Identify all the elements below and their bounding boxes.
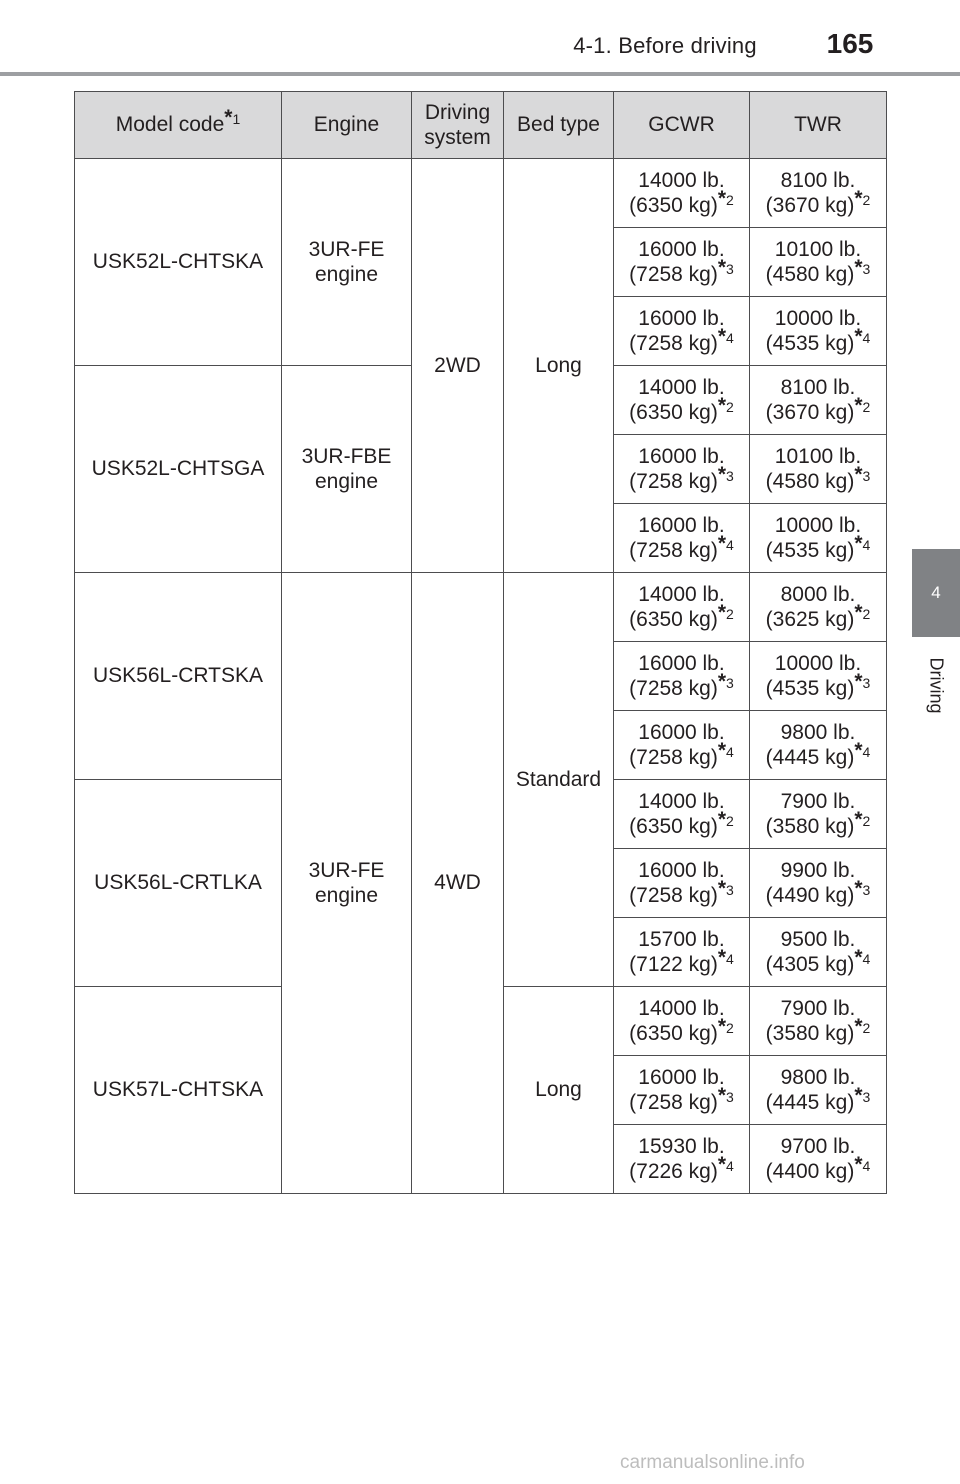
model-code-cell: USK56L-CRTSKA	[75, 573, 282, 780]
model-code-cell: USK57L-CHTSKA	[75, 987, 282, 1194]
chapter-tab[interactable]	[912, 549, 960, 637]
bed-type-cell: Long	[504, 159, 614, 573]
gcwr-cell: 14000 lb. (6350 kg)$^{*2}$	[614, 159, 750, 228]
column-header-bed-type: Bed type	[504, 92, 614, 159]
twr-cell: 9800 lb. (4445 kg)$^{*3}$	[750, 1056, 887, 1125]
footnote-ref: *2	[717, 187, 734, 210]
gcwr-cell: 16000 lb. (7258 kg)$^{*3}$	[614, 1056, 750, 1125]
driving-system-cell: 2WD	[412, 159, 504, 573]
footnote-ref: *4	[854, 532, 871, 555]
footnote-ref: *4	[717, 946, 734, 969]
header-divider	[0, 72, 960, 76]
gcwr-cell: 16000 lb. (7258 kg)$^{*4}$	[614, 297, 750, 366]
footnote-ref: *3	[854, 877, 871, 900]
gcwr-cell: 15700 lb. (7122 kg)$^{*4}$	[614, 918, 750, 987]
column-header-twr: TWR	[750, 92, 887, 159]
footnote-ref: *2	[717, 394, 734, 417]
twr-cell: 8000 lb. (3625 kg)$^{*2}$	[750, 573, 887, 642]
twr-cell: 10100 lb. (4580 kg)$^{*3}$	[750, 228, 887, 297]
bed-type-cell: Long	[504, 987, 614, 1194]
table-row	[75, 573, 887, 642]
twr-cell: 7900 lb. (3580 kg)$^{*2}$	[750, 987, 887, 1056]
gcwr-cell: 14000 lb. (6350 kg)$^{*2}$	[614, 987, 750, 1056]
footnote-ref: *4	[854, 946, 871, 969]
twr-cell: 7900 lb. (3580 kg)$^{*2}$	[750, 780, 887, 849]
gcwr-cell: 16000 lb. (7258 kg)$^{*4}$	[614, 504, 750, 573]
column-header-gcwr: GCWR	[614, 92, 750, 159]
footnote-ref: *2	[717, 1015, 734, 1038]
bed-type-cell: Standard	[504, 573, 614, 987]
chapter-label	[912, 640, 960, 730]
column-header-model-code: Model code$^{*1}$	[75, 92, 282, 159]
footnote-ref: *3	[717, 670, 734, 693]
gcwr-cell: 16000 lb. (7258 kg)$^{*3}$	[614, 435, 750, 504]
gcwr-cell: 15930 lb. (7226 kg)$^{*4}$	[614, 1125, 750, 1194]
footnote-ref: *2	[854, 187, 871, 210]
gcwr-cell: 14000 lb. (6350 kg)$^{*2}$	[614, 366, 750, 435]
footnote-ref: *3	[717, 1084, 734, 1107]
towing-capacity-table	[74, 91, 887, 1194]
chapter-number: 4	[931, 583, 941, 602]
twr-cell: 10000 lb. (4535 kg)$^{*4}$	[750, 504, 887, 573]
twr-cell: 8100 lb. (3670 kg)$^{*2}$	[750, 366, 887, 435]
footnote-ref: *4	[717, 325, 734, 348]
footnote-ref: *3	[854, 256, 871, 279]
model-code-cell: USK52L-CHTSKA	[75, 159, 282, 366]
gcwr-cell: 16000 lb. (7258 kg)$^{*4}$	[614, 711, 750, 780]
footnote-ref: *4	[854, 739, 871, 762]
page-number: 165	[826, 28, 874, 59]
footnote-ref: *2	[854, 808, 871, 831]
footnote-ref: *2	[717, 601, 734, 624]
footnote-ref: *2	[854, 1015, 871, 1038]
twr-cell: 10000 lb. (4535 kg)$^{*4}$	[750, 297, 887, 366]
footnote-ref: *3	[717, 463, 734, 486]
section-title: 4-1. Before driving	[573, 33, 757, 58]
chapter-label-text: Driving	[926, 656, 947, 714]
footnote-ref: *4	[854, 1153, 871, 1176]
table-row	[75, 159, 887, 228]
footnote-ref: *2	[854, 394, 871, 417]
twr-cell: 8100 lb. (3670 kg)$^{*2}$	[750, 159, 887, 228]
footnote-ref: *4	[717, 739, 734, 762]
twr-cell: 9900 lb. (4490 kg)$^{*3}$	[750, 849, 887, 918]
footnote-ref: *2	[854, 601, 871, 624]
gcwr-cell: 14000 lb. (6350 kg)$^{*2}$	[614, 780, 750, 849]
footnote-ref: *3	[854, 1084, 871, 1107]
gcwr-cell: 16000 lb. (7258 kg)$^{*3}$	[614, 642, 750, 711]
model-code-cell: USK56L-CRTLKA	[75, 780, 282, 987]
gcwr-cell: 16000 lb. (7258 kg)$^{*3}$	[614, 228, 750, 297]
twr-cell: 9700 lb. (4400 kg)$^{*4}$	[750, 1125, 887, 1194]
twr-cell: 10000 lb. (4535 kg)$^{*3}$	[750, 642, 887, 711]
footnote-ref: *2	[717, 808, 734, 831]
footnote-ref: *3	[854, 670, 871, 693]
table-header-row	[75, 92, 887, 159]
footnote-ref: *3	[717, 877, 734, 900]
footnote-ref: *4	[717, 1153, 734, 1176]
footnote-ref: *3	[854, 463, 871, 486]
engine-cell: 3UR-FBE engine	[282, 366, 412, 573]
gcwr-cell: 16000 lb. (7258 kg)$^{*3}$	[614, 849, 750, 918]
footnote-ref: *4	[854, 325, 871, 348]
gcwr-cell: 14000 lb. (6350 kg)$^{*2}$	[614, 573, 750, 642]
twr-cell: 10100 lb. (4580 kg)$^{*3}$	[750, 435, 887, 504]
model-code-cell: USK52L-CHTSGA	[75, 366, 282, 573]
footnote-ref: *4	[717, 532, 734, 555]
watermark: carmanualsonline.info	[620, 1452, 805, 1473]
column-header-engine: Engine	[282, 92, 412, 159]
column-header-driving-system: Driving system	[412, 92, 504, 159]
twr-cell: 9800 lb. (4445 kg)$^{*4}$	[750, 711, 887, 780]
engine-cell: 3UR-FE engine	[282, 159, 412, 366]
engine-cell: 3UR-FE engine	[282, 573, 412, 1194]
footnote-ref: *3	[717, 256, 734, 279]
twr-cell: 9500 lb. (4305 kg)$^{*4}$	[750, 918, 887, 987]
driving-system-cell: 4WD	[412, 573, 504, 1194]
